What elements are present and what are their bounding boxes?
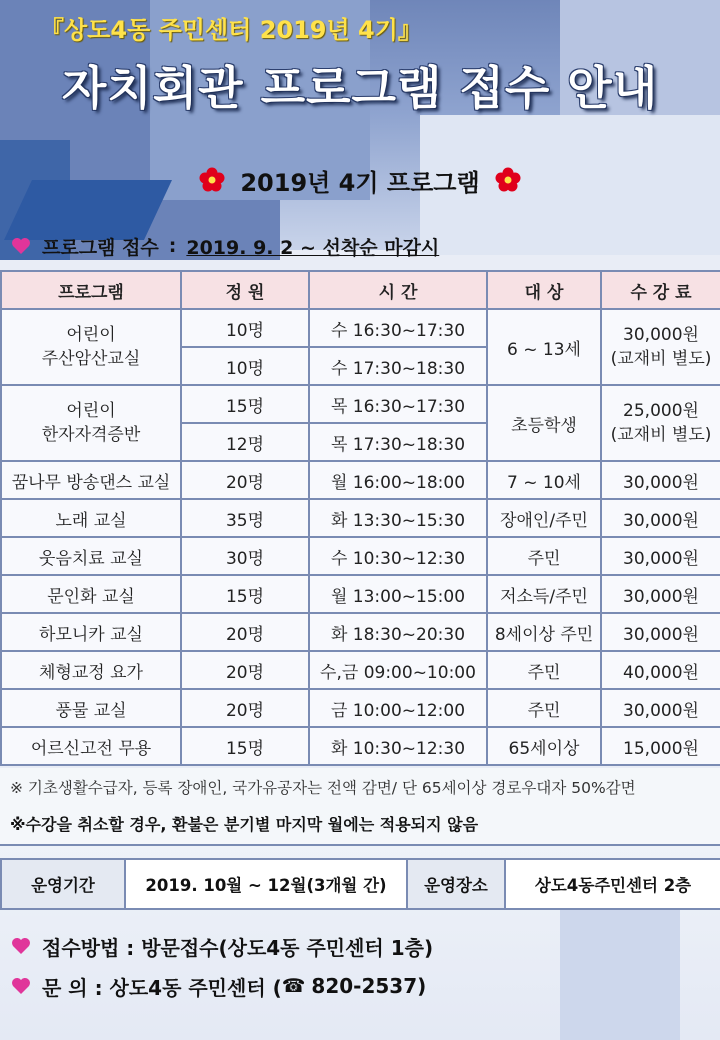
- heart-icon: [10, 935, 32, 957]
- period-label: 운영기간: [1, 859, 125, 909]
- registration-label: 프로그램 접수: [42, 236, 159, 259]
- time-cell: 수 16:30~17:30: [309, 309, 487, 347]
- period-value: 2019. 10월 ~ 12월(3개월 간): [125, 859, 407, 909]
- fee-cell: 30,000원: [601, 499, 720, 537]
- registration-method: 접수방법 : 방문접수(상도4동 주민센터 1층): [42, 935, 434, 960]
- program-table: [0, 270, 720, 766]
- fee-line: 30,000원 (교재비 별도): [610, 325, 712, 369]
- table-row: [1, 689, 720, 727]
- notes-box: [0, 768, 720, 846]
- table-row: [1, 575, 720, 613]
- target-cell: 주민: [487, 651, 601, 689]
- place-label: 운영장소: [407, 859, 505, 909]
- program-heading-bar: [150, 158, 570, 202]
- program-name-line: 어린이 주산암산교실: [41, 325, 141, 369]
- capacity-cell: 15명: [181, 385, 309, 423]
- table-row: [1, 613, 720, 651]
- time-cell: 월 13:00~15:00: [309, 575, 487, 613]
- poster-title: 자치회관 프로그램 접수 안내: [61, 61, 659, 115]
- column-header: 프로그램: [1, 271, 181, 309]
- heart-icon: [10, 235, 32, 257]
- target-cell: 장애인/주민: [487, 499, 601, 537]
- time-cell: 목 16:30~17:30: [309, 385, 487, 423]
- table-header-row: [1, 271, 720, 309]
- fee-cell: 30,000원: [601, 613, 720, 651]
- capacity-cell: 20명: [181, 613, 309, 651]
- flower-icon: [198, 166, 226, 194]
- fee-cell: [601, 385, 720, 461]
- capacity-cell: 15명: [181, 575, 309, 613]
- time-cell: 수 17:30~18:30: [309, 347, 487, 385]
- operation-row: [1, 859, 720, 909]
- table-row: [1, 727, 720, 765]
- capacity-cell: 20명: [181, 689, 309, 727]
- target-cell: 저소득/주민: [487, 575, 601, 613]
- registration-line: [10, 228, 610, 264]
- column-header: 수 강 료: [601, 271, 720, 309]
- capacity-cell: 20명: [181, 651, 309, 689]
- capacity-cell: 15명: [181, 727, 309, 765]
- capacity-cell: 12명: [181, 423, 309, 461]
- program-name: 어르신고전 무용: [1, 727, 181, 765]
- capacity-cell: 10명: [181, 347, 309, 385]
- place-value: 상도4동주민센터 2층: [505, 859, 720, 909]
- time-cell: 월 16:00~18:00: [309, 461, 487, 499]
- registration-period: 2019. 9. 2 ~ 선착순 마감시: [186, 236, 440, 259]
- contact-number: 820-2537): [311, 974, 427, 998]
- target-cell: 초등학생: [487, 385, 601, 461]
- capacity-cell: 10명: [181, 309, 309, 347]
- program-name: 하모니카 교실: [1, 613, 181, 651]
- program-name: [1, 309, 181, 385]
- target-cell: 65세이상: [487, 727, 601, 765]
- contact-label: 문 의 : 상도4동 주민센터 (: [42, 975, 282, 1000]
- program-name: 웃음치료 교실: [1, 537, 181, 575]
- column-header: 대 상: [487, 271, 601, 309]
- program-name: 문인화 교실: [1, 575, 181, 613]
- operation-table: [0, 858, 720, 910]
- fee-cell: 15,000원: [601, 727, 720, 765]
- column-header: 정 원: [181, 271, 309, 309]
- fee-cell: 30,000원: [601, 689, 720, 727]
- program-name-line: 어린이 한자자격증반: [41, 401, 141, 445]
- target-cell: 8세이상 주민: [487, 613, 601, 651]
- time-cell: 화 13:30~15:30: [309, 499, 487, 537]
- fee-line: 25,000원 (교재비 별도): [610, 401, 712, 445]
- program-name: 꿈나무 방송댄스 교실: [1, 461, 181, 499]
- fee-cell: 30,000원: [601, 575, 720, 613]
- time-cell: 수,금 09:00~10:00: [309, 651, 487, 689]
- capacity-cell: 30명: [181, 537, 309, 575]
- fee-cell: 40,000원: [601, 651, 720, 689]
- table-row: [1, 651, 720, 689]
- program-name: 체형교정 요가: [1, 651, 181, 689]
- refund-note: ※수강을 취소할 경우, 환불은 분기별 마지막 월에는 적용되지 않음: [10, 815, 479, 834]
- fee-cell: 30,000원: [601, 461, 720, 499]
- time-cell: 금 10:00~12:00: [309, 689, 487, 727]
- time-cell: 화 18:30~20:30: [309, 613, 487, 651]
- table-row: [1, 385, 720, 423]
- capacity-cell: 35명: [181, 499, 309, 537]
- flower-icon: [494, 166, 522, 194]
- table-row: [1, 499, 720, 537]
- registration-method-line: [10, 928, 690, 964]
- program-name: 풍물 교실: [1, 689, 181, 727]
- target-cell: 6 ~ 13세: [487, 309, 601, 385]
- target-cell: 7 ~ 10세: [487, 461, 601, 499]
- phone-icon: ☎: [281, 975, 306, 997]
- heart-icon: [10, 975, 32, 997]
- program-name: [1, 385, 181, 461]
- target-cell: 주민: [487, 689, 601, 727]
- target-cell: 주민: [487, 537, 601, 575]
- column-header: 시 간: [309, 271, 487, 309]
- table-row: [1, 461, 720, 499]
- discount-note: ※ 기초생활수급자, 등록 장애인, 국가유공자는 전액 감면/ 단 65세이상 경로우대자 50%감면: [10, 779, 636, 797]
- poster-subtitle: 『상도4동 주민센터 2019년 4기』: [40, 16, 422, 44]
- table-row: [1, 537, 720, 575]
- time-cell: 화 10:30~12:30: [309, 727, 487, 765]
- program-heading: 2019년 4기 프로그램: [240, 168, 480, 197]
- fee-cell: 30,000원: [601, 537, 720, 575]
- time-cell: 수 10:30~12:30: [309, 537, 487, 575]
- capacity-cell: 20명: [181, 461, 309, 499]
- fee-cell: [601, 309, 720, 385]
- registration-colon: :: [168, 235, 177, 257]
- time-cell: 목 17:30~18:30: [309, 423, 487, 461]
- program-name: 노래 교실: [1, 499, 181, 537]
- contact-line: [10, 968, 690, 1004]
- table-row: [1, 309, 720, 347]
